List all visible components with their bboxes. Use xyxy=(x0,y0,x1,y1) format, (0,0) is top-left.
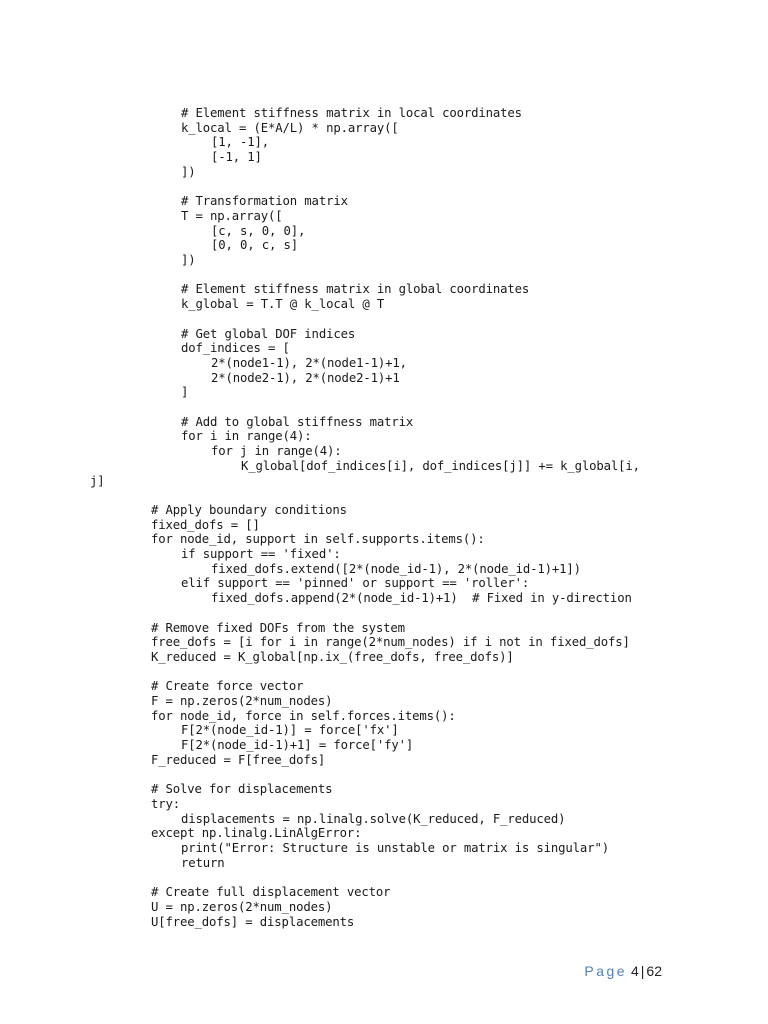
page-label: Page xyxy=(584,963,628,979)
code-line: for i in range(4): xyxy=(181,429,312,444)
code-line: 2*(node1-1), 2*(node1-1)+1, xyxy=(211,355,407,370)
code-comment-line: # Element stiffness matrix in global coordinates xyxy=(181,282,530,297)
code-line: except np.linalg.LinAlgError: xyxy=(151,826,362,841)
code-line: K_reduced = K_global[np.ix_(free_dofs, free_dofs)] xyxy=(151,649,514,664)
code-line: ]) xyxy=(181,253,196,267)
code-comment-line: # Remove fixed DOFs from the system xyxy=(151,620,405,635)
code-line: ] xyxy=(181,385,189,400)
code-line: if support == 'fixed': xyxy=(181,547,341,561)
page-footer xyxy=(584,962,662,980)
code-comment-line: # Transformation matrix xyxy=(181,194,348,209)
code-comment-line: # Create force vector xyxy=(151,679,304,694)
code-line: fixed_dofs = [] xyxy=(151,517,260,532)
code-line: K_global[dof_indices[i], dof_indices[j]] += k_global[i, xyxy=(241,458,640,473)
code-line: F_reduced = F[free_dofs] xyxy=(151,752,326,767)
code-comment-line: # Element stiffness matrix in local coordinates xyxy=(181,106,522,120)
code-line: dof_indices = [ xyxy=(181,341,290,356)
code-comment-line: # Apply boundary conditions xyxy=(151,502,347,517)
code-line: for node_id, support in self.supports.items(): xyxy=(151,532,485,547)
code-line: [1, -1], xyxy=(211,135,270,150)
code-line: k_local = (E*A/L) * np.array([ xyxy=(181,120,399,135)
code-line: for j in range(4): xyxy=(211,444,342,459)
code-line: return xyxy=(181,855,225,870)
code-line: U[free_dofs] = displacements xyxy=(151,914,355,929)
code-line: U = np.zeros(2*num_nodes) xyxy=(151,899,333,914)
code-line: try: xyxy=(151,796,181,811)
code-line: [c, s, 0, 0], xyxy=(211,223,306,238)
code-comment-line: # Get global DOF indices xyxy=(181,326,356,341)
code-line: [-1, 1] xyxy=(211,150,262,165)
code-line: F[2*(node_id-1)] = force['fx'] xyxy=(181,723,399,738)
page-number: 4 xyxy=(630,963,639,979)
code-line: k_global = T.T @ k_local @ T xyxy=(181,297,385,312)
code-line: [0, 0, c, s] xyxy=(211,238,299,253)
code-line: j] xyxy=(90,473,105,488)
code-line: free_dofs = [i for i in range(2*num_nodes) if i not in fixed_dofs] xyxy=(151,635,630,650)
code-line: fixed_dofs.extend([2*(node_id-1), 2*(node_id-1)+1]) xyxy=(211,561,581,576)
code-comment-line: # Add to global stiffness matrix xyxy=(181,414,414,429)
code-line: T = np.array([ xyxy=(181,208,283,223)
code-line: ]) xyxy=(181,164,196,179)
total-pages: 62 xyxy=(646,963,662,979)
code-comment-line: # Solve for displacements xyxy=(151,782,333,797)
code-line: F[2*(node_id-1)+1] = force['fy'] xyxy=(181,738,414,753)
code-line: elif support == 'pinned' or support == 'roller': xyxy=(181,576,530,591)
code-line: for node_id, force in self.forces.items(): xyxy=(151,708,456,723)
code-line: displacements = np.linalg.solve(K_reduced, F_reduced) xyxy=(181,811,566,826)
code-comment-line: # Create full displacement vector xyxy=(151,885,391,900)
code-line: print("Error: Structure is unstable or matrix is singular") xyxy=(181,841,609,855)
code-line: 2*(node2-1), 2*(node2-1)+1 xyxy=(211,370,400,385)
code-line: F = np.zeros(2*num_nodes) xyxy=(151,694,333,708)
page-separator: | xyxy=(640,963,645,979)
code-line: fixed_dofs.append(2*(node_id-1)+1) # Fixed in y-direction xyxy=(211,591,632,606)
